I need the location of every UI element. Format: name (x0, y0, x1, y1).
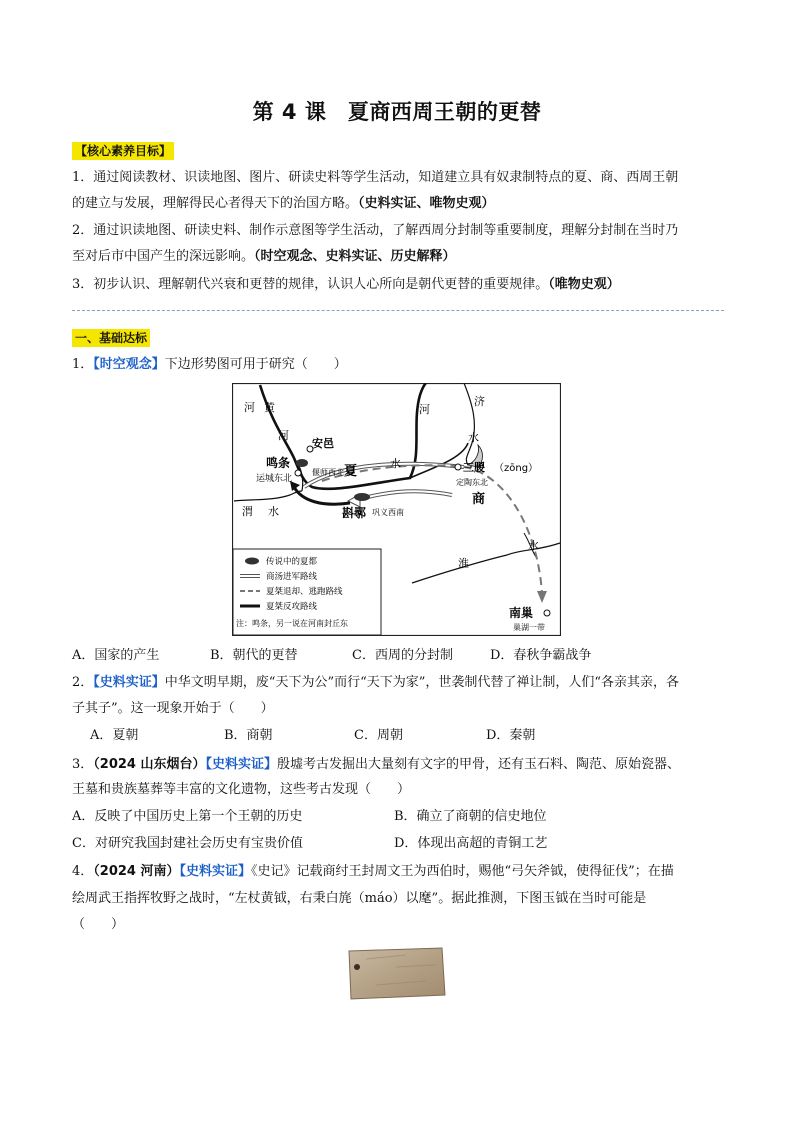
map-label-xia: 夏 (344, 464, 358, 479)
map-label-huai: 淮 (458, 557, 469, 570)
mingtiao-point-icon (295, 470, 301, 476)
objective-2-text: 至对后市中国产生的深远影响。 (72, 249, 255, 264)
page-title: 第 4 课 夏商西周王朝的更替 (252, 100, 542, 124)
q2-stem-line2: 子其子”。这一现象开始于（ ） (72, 701, 274, 716)
legend-advance-label: 商汤进军路线 (266, 572, 318, 582)
q3-option-a[interactable]: A．反映了中国历史上第一个王朝的历史 (72, 809, 303, 824)
map-label-wei: 渭 (242, 505, 253, 518)
objectives-header (72, 142, 174, 160)
q4-number: 4． (72, 864, 94, 879)
q4-tag: 【史料实证】 (179, 864, 252, 879)
q3-stem-line1 (72, 754, 724, 776)
q1-tag: 【时空观念】 (93, 357, 165, 372)
q3-source: （2024 山东烟台） (93, 757, 206, 772)
q4-stem-line3: （ ） (72, 917, 125, 932)
map-label-zong: （zōng） (494, 463, 539, 474)
q2-option-b[interactable]: B．商朝 (224, 728, 273, 743)
map-label-anyi: 安邑 (312, 437, 334, 450)
xia-capital-icon (296, 459, 308, 467)
zhenxun-capital-icon (354, 493, 370, 501)
q4-text-line1: 《史记》记载商纣王封周文王为西伯时，赐他“弓矢斧钺，使得征伐”；在描 (251, 864, 674, 879)
q2-stem-line1 (72, 672, 724, 694)
legend-counter-label: 夏桀反攻路线 (266, 602, 318, 612)
q3-stem-line2: 王墓和贵族墓葬等丰富的文化遗物，这些考古发现（ ） (72, 782, 411, 797)
map-label-yanshi: 偃师西北 (312, 468, 344, 477)
q1-option-a[interactable]: A．国家的产生 (72, 648, 160, 663)
objective-3-literacy: （唯物史观） (548, 277, 620, 292)
q2-option-d[interactable]: D．秦朝 (486, 728, 536, 743)
objective-2-line1: 2．通过识读地图、研读史料、制作示意图等学生活动，了解西周分封制等重要制度，理解分封制在当时乃 (72, 223, 679, 238)
objective-2-line2 (72, 246, 724, 268)
q4-stem-line2: 绘周武王指挥牧野之战时，“左杖黄钺，右秉白旄（máo）以麾”。据此推测，下图玉钺在当时可能是 (72, 891, 647, 906)
map-label-huang: 黄 (264, 401, 275, 414)
section1-header-tag: 一、基础达标 (72, 329, 150, 347)
section1-header (72, 329, 150, 347)
divider-top (72, 310, 724, 311)
map-label-shui2: 水 (390, 457, 401, 470)
map-label-dingtao: 定陶东北 (456, 478, 488, 487)
q2-text-line1: 中华文明早期，废“天下为公”而行“天下为家”，世袭制代替了禅让制，人们“各亲其亲，各 (164, 675, 680, 690)
objective-1-line2 (72, 193, 724, 215)
legend-capital-label: 传说中的夏都 (266, 557, 318, 567)
nanchao-point-icon (544, 610, 550, 616)
q2-tag: 【史料实证】 (93, 675, 165, 690)
q3-number: 3． (72, 757, 94, 772)
map-label-shui4: 水 (528, 539, 539, 552)
q2-option-a[interactable]: A．夏朝 (90, 728, 139, 743)
legend-capital-icon (245, 558, 259, 565)
map-label-he2: 河 (419, 403, 430, 416)
shang-xia-map (232, 383, 561, 636)
objective-3 (72, 274, 724, 296)
q1-text: 下边形势图可用于研究（ ） (164, 357, 347, 372)
map-label-chaohu: 巢湖一带 (513, 623, 545, 632)
objective-1-line1: 1．通过阅读教材、识读地图、图片、研读史料等学生活动，知道建立具有奴隶制特点的夏、商、西周王朝 (72, 170, 679, 185)
q1-option-c[interactable]: C．西周的分封制 (352, 648, 453, 663)
map-label-shui1: 水 (468, 431, 479, 444)
q2-option-c[interactable]: C．周朝 (354, 728, 403, 743)
objective-3-text: 3．初步认识、理解朝代兴衰和更替的规律，认识人心所向是朝代更替的重要规律。 (72, 277, 549, 292)
q4-stem-line1 (72, 861, 724, 883)
q1-option-d[interactable]: D．春秋争霸战争 (490, 648, 592, 663)
map-label-he1: 河 (244, 401, 255, 414)
map-label-shang: 商 (472, 492, 486, 507)
sanzong-point-icon (455, 464, 461, 470)
q3-text-line1: 殷墟考古发掘出大量刻有文字的甲骨，还有玉石料、陶范、原始瓷器、 (277, 757, 681, 772)
map-label-shui3: 水 (268, 505, 279, 518)
legend-note: 注：鸣条，另一说在河南封丘东 (236, 619, 348, 628)
objectives-header-tag: 【核心素养目标】 (72, 142, 174, 160)
q2-number: 2． (72, 675, 94, 690)
q3-option-d[interactable]: D．体现出高超的青铜工艺 (394, 836, 548, 851)
objective-2-literacy: （时空观念、史料实证、历史解释） (254, 249, 456, 264)
q3-option-b[interactable]: B．确立了商朝的信史地位 (394, 809, 547, 824)
map-label-gongyi: 巩义西南 (372, 508, 404, 517)
map-label-zhenxun: 斟鄩 (342, 506, 367, 520)
jade-yue-image (346, 945, 447, 1001)
map-label-he3: 河 (278, 429, 289, 442)
map-label-mingtiao: 鸣条 (266, 456, 291, 470)
map-label-ji: 济 (474, 395, 485, 408)
jade-yue-hole (354, 964, 360, 970)
q3-option-c[interactable]: C．对研究我国封建社会历史有宝贵价值 (72, 836, 303, 851)
q1-stem (72, 354, 724, 376)
objective-1-text: 的建立与发展，理解得民心者得天下的治国方略。 (72, 196, 359, 211)
q1-option-b[interactable]: B．朝代的更替 (210, 648, 298, 663)
q1-number: 1． (72, 357, 94, 372)
q4-source: （2024 河南） (93, 864, 180, 879)
map-label-sanzong: 三朡 (463, 461, 485, 474)
legend-retreat-label: 夏桀退却、逃跑路线 (266, 587, 343, 597)
objective-1-literacy: （史料实证、唯物史观） (358, 196, 495, 211)
q3-tag: 【史料实证】 (205, 757, 278, 772)
map-label-nanchao: 南巢 (509, 606, 534, 620)
map-label-yuncheng: 运城东北 (256, 474, 293, 484)
